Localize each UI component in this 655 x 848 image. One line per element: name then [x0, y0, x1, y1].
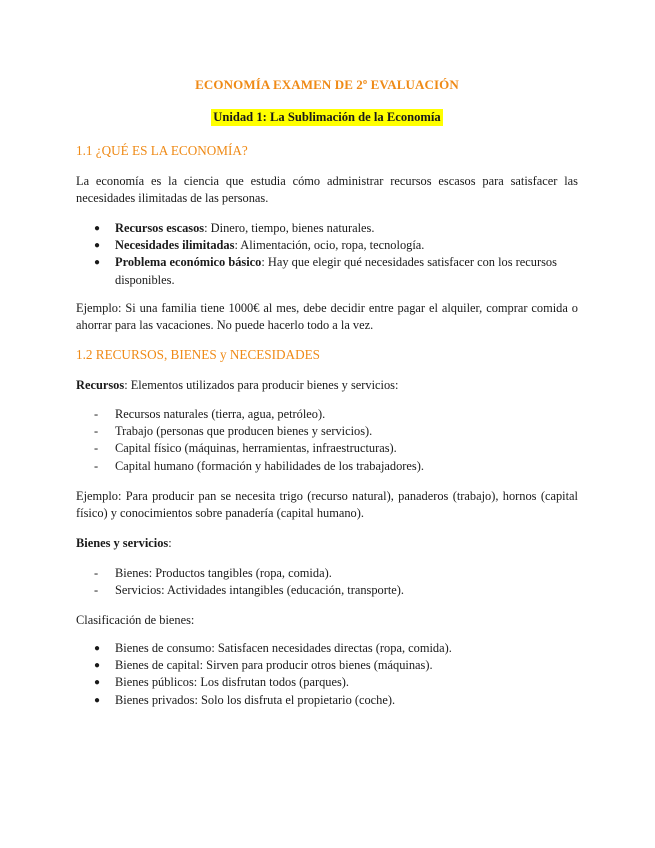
section-heading-1-1: 1.1 ¿QUÉ ES LA ECONOMÍA?: [76, 143, 248, 158]
list-item: [76, 458, 578, 475]
list-item-text: Capital físico (máquinas, herramientas, infraestructuras).: [115, 441, 397, 456]
list-item-text: Capital humano (formación y habilidades de los trabajadores).: [115, 458, 424, 473]
list-item-term: Necesidades ilimitadas: [115, 238, 235, 253]
dash-marker: -: [94, 583, 99, 598]
list-item-text: Bienes de consumo: Satisfacen necesidades directas (ropa, comida).: [115, 641, 452, 655]
bullet-marker: ●: [94, 660, 101, 672]
list-item: [76, 440, 578, 457]
bullet-marker: ●: [94, 240, 101, 252]
list-item-text: Bienes privados: Solo los disfruta el propietario (coche).: [115, 692, 396, 707]
list-item: [76, 640, 578, 657]
bullet-marker: ●: [94, 223, 101, 234]
list-item: [76, 674, 578, 691]
dash-marker: -: [94, 458, 99, 473]
list-item-text: Servicios: Actividades intangibles (educación, transporte).: [115, 583, 405, 598]
list-item: [76, 406, 578, 423]
section-heading-1-2: 1.2 RECURSOS, BIENES y NECESIDADES: [76, 347, 320, 362]
list-item: [76, 657, 578, 674]
list-item: [76, 565, 578, 582]
unit-title: Unidad 1: La Sublimación de la Economía: [213, 110, 441, 124]
list-item-text: : Alimentación, ocio, ropa, tecnología.: [234, 238, 425, 253]
dash-marker: -: [94, 566, 99, 580]
dash-marker: -: [94, 424, 99, 439]
list-item-text: Trabajo (personas que producen bienes y servicios).: [115, 424, 373, 439]
recursos-term: Recursos: [76, 378, 125, 392]
recursos-definition: [76, 377, 578, 394]
list-item: [76, 237, 578, 254]
section-1-intro: La economía es la ciencia que estudia cómo administrar recursos escasos para satisfacer las necesidades ilimitadas de las personas.: [76, 174, 578, 205]
list-item-text: Bienes de capital: Sirven para producir otros bienes (máquinas).: [115, 658, 433, 673]
section-1-bullet-list: [76, 220, 578, 289]
bienes-heading: [76, 535, 578, 552]
list-item-text: : Dinero, tiempo, bienes naturales.: [204, 221, 375, 235]
bullet-marker: ●: [94, 643, 101, 654]
dash-marker: -: [94, 441, 99, 456]
list-item: [76, 423, 578, 440]
clasificacion-list: [76, 640, 578, 709]
recursos-text: : Elementos utilizados para producir bienes y servicios:: [124, 378, 399, 392]
list-item: [76, 582, 578, 599]
bienes-term: Bienes y servicios: [76, 536, 169, 550]
list-item-text: Bienes públicos: Los disfrutan todos (parques).: [115, 675, 350, 690]
section-1-example: Ejemplo: Si una familia tiene 1000€ al mes, debe decidir entre pagar el alquiler, comprar comida o ahorrar para las vacaciones. No puede hacerlo todo a la vez.: [76, 301, 578, 332]
list-item: [76, 692, 578, 709]
list-item-text: Bienes: Productos tangibles (ropa, comida).: [115, 566, 332, 580]
dash-marker: -: [94, 407, 99, 421]
list-item: [76, 254, 578, 288]
bullet-marker: ●: [94, 694, 101, 706]
list-item: [76, 220, 578, 237]
bullet-marker: ●: [94, 677, 101, 689]
document-title: ECONOMÍA EXAMEN DE 2º EVALUACIÓN: [195, 77, 459, 92]
list-item-text: Recursos naturales (tierra, agua, petróleo).: [115, 407, 326, 421]
list-item-term: Problema económico básico: [115, 255, 262, 270]
list-item-term: Recursos escasos: [115, 221, 205, 235]
bullet-marker: ●: [94, 257, 101, 269]
section-2-example: Ejemplo: Para producir pan se necesita trigo (recurso natural), panaderos (trabajo), hornos (capital físico) y conocimientos sobre panadería (capital humano).: [76, 489, 578, 520]
clasificacion-label: Clasificación de bienes:: [76, 613, 195, 627]
recursos-list: [76, 406, 578, 475]
bienes-list: [76, 565, 578, 599]
unit-title-wrapper: [76, 109, 578, 126]
bienes-colon: :: [168, 536, 172, 550]
list-item-text: : Hay que elegir qué necesidades satisfacer con los recursos disponibles.: [115, 255, 557, 287]
